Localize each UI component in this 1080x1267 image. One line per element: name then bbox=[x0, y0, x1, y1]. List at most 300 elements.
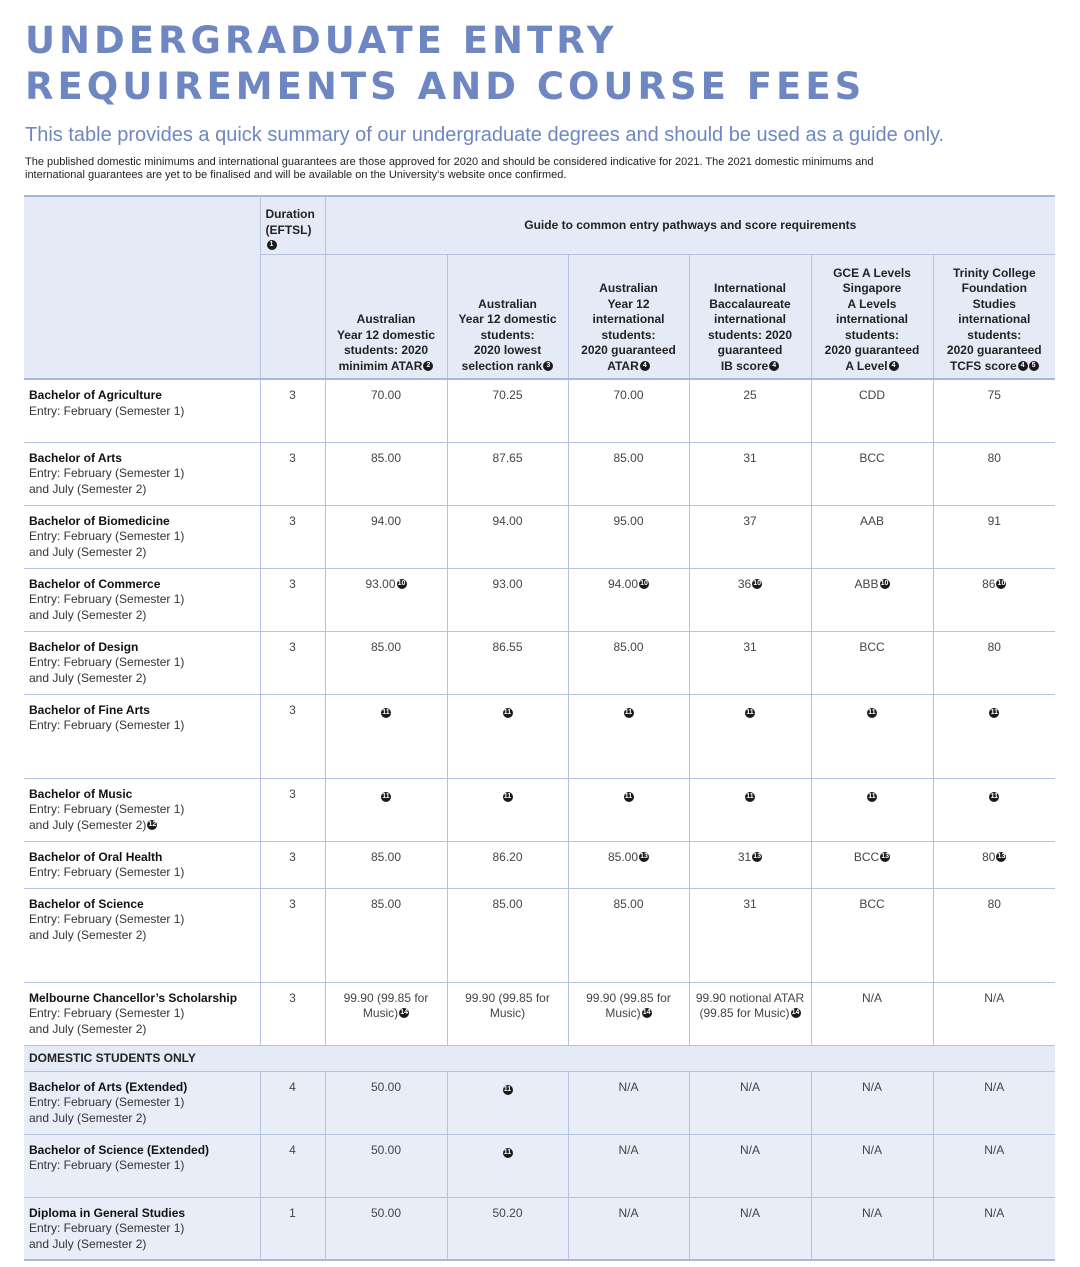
footnote-marker: 11 bbox=[868, 792, 876, 800]
score-value: N/A bbox=[739, 1079, 760, 1094]
footnote-marker: 11 bbox=[503, 792, 512, 800]
score-value: 70.00 bbox=[370, 388, 402, 402]
header-line: IB score bbox=[720, 358, 769, 373]
table-body bbox=[24, 379, 1055, 1260]
header-duration-blank bbox=[260, 254, 325, 379]
score-cell bbox=[689, 568, 811, 631]
disclaimer-note: The published domestic minimums and international guarantees are those approved for 2020 and should be considered indicative for 2021. The 2021 domestic minimums and international guarantees are yet to be finalised and will be available on the University's website once confirmed. bbox=[25, 156, 874, 181]
score-value: 94.00 bbox=[492, 513, 523, 528]
course-cell bbox=[24, 1197, 260, 1260]
score-value: N/A bbox=[861, 990, 882, 1005]
header-line: TCFS score bbox=[949, 358, 1017, 373]
footnote-marker: 4 bbox=[640, 361, 650, 371]
score-value: BCC bbox=[859, 450, 885, 465]
duration-cell: 3 bbox=[260, 442, 325, 505]
score-cell bbox=[568, 631, 689, 694]
score-value: 91 bbox=[987, 513, 1001, 528]
duration-cell: 3 bbox=[260, 505, 325, 568]
header-line: A Level bbox=[845, 358, 888, 373]
score-cell bbox=[689, 1134, 811, 1197]
score-value: ABB bbox=[854, 576, 879, 591]
footnote-marker: 3 bbox=[543, 361, 553, 371]
score-value: 85.00 bbox=[370, 639, 402, 654]
page-subtitle: This table provides a quick summary of our undergraduate degrees and should be used as a guide only. bbox=[25, 124, 945, 146]
footnote-marker: 11 bbox=[990, 792, 998, 800]
header-line: international bbox=[713, 312, 786, 326]
score-value: 31 bbox=[743, 450, 757, 465]
footnote-marker: 11 bbox=[382, 708, 390, 716]
duration-cell: 1 bbox=[260, 1197, 325, 1260]
score-cell bbox=[325, 982, 447, 1045]
header-line: Singapore bbox=[842, 281, 902, 295]
score-value: 36 bbox=[737, 576, 752, 591]
score-cell bbox=[325, 694, 447, 778]
score-cell bbox=[447, 1197, 568, 1260]
score-line: 99.90 (99.85 for bbox=[343, 990, 429, 1005]
header-line: international bbox=[835, 312, 908, 326]
course-name: Bachelor of Biomedicine bbox=[29, 513, 170, 528]
header-line: Year 12 bbox=[607, 296, 650, 311]
domestic-header-label: DOMESTIC STUDENTS ONLY bbox=[24, 1045, 1055, 1071]
score-value: BCC bbox=[859, 639, 885, 654]
score-value: 94.00 bbox=[370, 513, 402, 528]
score-line: Music) bbox=[489, 1006, 526, 1020]
duration-cell: 4 bbox=[260, 1071, 325, 1134]
course-entry: Entry: February (Semester 1) bbox=[29, 1095, 185, 1109]
header-line: Australian bbox=[356, 312, 416, 326]
score-cell bbox=[447, 379, 568, 442]
footnote-marker: 13 bbox=[881, 852, 890, 860]
score-value: 80 bbox=[987, 450, 1001, 465]
score-value: N/A bbox=[618, 1079, 639, 1094]
title-line-2: REQUIREMENTS AND COURSE FEES bbox=[25, 65, 866, 108]
course-cell bbox=[24, 1134, 260, 1197]
score-value: 85.00 bbox=[370, 450, 402, 465]
score-cell bbox=[568, 1071, 689, 1134]
course-cell bbox=[24, 982, 260, 1045]
footnote-marker: 14 bbox=[642, 1009, 651, 1016]
course-entry: Entry: February (Semester 1) bbox=[29, 865, 185, 879]
score-value: 80 bbox=[987, 896, 1001, 911]
score-value: N/A bbox=[618, 1205, 639, 1220]
score-cell bbox=[933, 379, 1055, 442]
duration-cell: 4 bbox=[260, 1134, 325, 1197]
course-entry: Entry: February (Semester 1) bbox=[29, 1006, 185, 1020]
score-value: N/A bbox=[861, 1079, 882, 1094]
header-line: Year 12 domestic bbox=[336, 327, 436, 342]
score-cell bbox=[447, 694, 568, 778]
score-value: 85.00 bbox=[492, 896, 523, 911]
header-line: students: 2020 bbox=[343, 343, 429, 357]
score-value: 93.00 bbox=[365, 576, 396, 591]
footnote-marker: 1 bbox=[267, 240, 277, 250]
course-name: Melbourne Chancellor’s Scholarship bbox=[29, 990, 238, 1005]
score-value: 50.00 bbox=[370, 1205, 402, 1220]
footnote-marker: 11 bbox=[990, 708, 998, 716]
table-row bbox=[24, 568, 1055, 631]
score-value: 95.00 bbox=[613, 513, 644, 528]
header-guide: Guide to common entry pathways and score requirements bbox=[325, 196, 1055, 254]
score-cell bbox=[811, 841, 933, 888]
header-line: selection rank bbox=[461, 358, 543, 373]
course-entry: Entry: February (Semester 1) bbox=[29, 466, 185, 480]
table-header bbox=[24, 196, 1055, 379]
score-cell bbox=[933, 631, 1055, 694]
score-value: 50.00 bbox=[370, 1142, 402, 1157]
title-line-1: UNDERGRADUATE ENTRY bbox=[25, 19, 618, 62]
score-cell bbox=[325, 888, 447, 982]
course-cell bbox=[24, 694, 260, 778]
score-cell bbox=[811, 568, 933, 631]
course-entry: and July (Semester 2) bbox=[29, 1021, 147, 1036]
footnote-marker: 11 bbox=[746, 792, 754, 800]
score-value: 70.00 bbox=[613, 388, 644, 402]
header-line: Australian bbox=[599, 281, 658, 295]
score-cell bbox=[325, 1071, 447, 1134]
score-value: 50.00 bbox=[370, 1079, 402, 1094]
course-name: Bachelor of Music bbox=[29, 786, 133, 801]
table-row bbox=[24, 505, 1055, 568]
course-entry: and July (Semester 2) bbox=[29, 1236, 147, 1251]
score-cell bbox=[325, 631, 447, 694]
header-line: students: bbox=[967, 327, 1022, 342]
score-cell bbox=[811, 982, 933, 1045]
score-value: N/A bbox=[739, 1142, 760, 1157]
score-cell bbox=[447, 1071, 568, 1134]
score-cell bbox=[811, 442, 933, 505]
footnote-marker: 2 bbox=[423, 361, 433, 371]
score-cell bbox=[568, 1197, 689, 1260]
footnote-marker: 5 bbox=[1029, 361, 1039, 371]
score-value: 86 bbox=[982, 576, 996, 591]
table-row bbox=[24, 778, 1055, 841]
score-cell bbox=[568, 505, 689, 568]
header-line: Studies bbox=[972, 296, 1016, 311]
duration-cell: 3 bbox=[260, 631, 325, 694]
header-line: Trinity College bbox=[952, 265, 1036, 280]
score-value: N/A bbox=[739, 1205, 760, 1220]
score-value: N/A bbox=[984, 1079, 1005, 1094]
score-cell bbox=[933, 982, 1055, 1045]
score-cell bbox=[689, 1197, 811, 1260]
header-column-2 bbox=[447, 254, 568, 379]
score-value: 31 bbox=[737, 849, 752, 864]
footnote-marker: 4 bbox=[1018, 361, 1028, 371]
course-entry: and July (Semester 2) bbox=[29, 481, 147, 496]
score-cell bbox=[933, 568, 1055, 631]
header-line: guaranteed bbox=[717, 343, 783, 357]
score-cell bbox=[447, 841, 568, 888]
footnote-marker: 4 bbox=[889, 361, 899, 371]
table-row bbox=[24, 631, 1055, 694]
footnote-marker: 11 bbox=[868, 708, 876, 716]
score-value: N/A bbox=[984, 1142, 1005, 1157]
footnote-marker: 4 bbox=[769, 361, 779, 371]
header-line: international bbox=[592, 312, 665, 326]
footnote-marker: 10 bbox=[753, 579, 762, 587]
score-cell bbox=[933, 1197, 1055, 1260]
header-line: Baccalaureate bbox=[709, 296, 791, 311]
score-value: 94.00 bbox=[607, 576, 639, 591]
header-course-cell bbox=[24, 196, 260, 379]
score-cell bbox=[689, 631, 811, 694]
score-cell bbox=[325, 379, 447, 442]
score-cell bbox=[811, 888, 933, 982]
duration-cell: 3 bbox=[260, 888, 325, 982]
score-cell bbox=[325, 841, 447, 888]
score-value: BCC bbox=[853, 849, 880, 864]
score-line: (99.85 for Music) bbox=[699, 1006, 790, 1020]
course-entry: Entry: February (Semester 1) bbox=[29, 1221, 185, 1235]
footnote-marker: 10 bbox=[880, 579, 889, 587]
footnote-marker: 14 bbox=[791, 1009, 800, 1016]
score-cell bbox=[325, 442, 447, 505]
score-cell bbox=[933, 888, 1055, 982]
course-entry: and July (Semester 2) bbox=[29, 1110, 147, 1125]
footnote-marker: 11 bbox=[382, 792, 390, 800]
score-line: 99.90 (99.85 for bbox=[586, 990, 671, 1005]
course-cell bbox=[24, 841, 260, 888]
table-row bbox=[24, 888, 1055, 982]
score-cell bbox=[568, 888, 689, 982]
course-cell bbox=[24, 631, 260, 694]
course-entry: Entry: February (Semester 1) bbox=[29, 1158, 185, 1172]
score-value: N/A bbox=[861, 1205, 882, 1220]
score-value: 86.55 bbox=[492, 639, 523, 654]
course-entry: and July (Semester 2) bbox=[29, 607, 147, 622]
entry-requirements-table bbox=[24, 195, 1055, 1261]
course-name: Bachelor of Design bbox=[29, 639, 139, 654]
score-value: CDD bbox=[859, 388, 885, 402]
footnote-marker: 10 bbox=[997, 579, 1006, 587]
table-row bbox=[24, 1134, 1055, 1197]
score-value: 85.00 bbox=[613, 450, 644, 465]
header-line: Year 12 domestic bbox=[458, 312, 557, 326]
header-column-3 bbox=[568, 254, 689, 379]
course-entry: Entry: February (Semester 1) bbox=[29, 592, 185, 606]
score-value: 85.00 bbox=[613, 896, 644, 911]
footnote-marker: 13 bbox=[640, 852, 648, 860]
course-cell bbox=[24, 778, 260, 841]
duration-label-line-1: Duration bbox=[265, 207, 315, 221]
footnote-marker: 11 bbox=[503, 1085, 512, 1093]
header-line: Australian bbox=[478, 296, 537, 311]
score-value: N/A bbox=[984, 1205, 1005, 1220]
footnote-marker: 11 bbox=[503, 1148, 512, 1156]
score-value: 70.25 bbox=[492, 388, 523, 402]
footnote-marker: 11 bbox=[503, 708, 512, 716]
table-row bbox=[24, 1197, 1055, 1260]
course-entry: and July (Semester 2) bbox=[29, 817, 147, 832]
score-cell bbox=[811, 694, 933, 778]
table-row bbox=[24, 379, 1055, 442]
score-cell bbox=[689, 505, 811, 568]
score-value: BCC bbox=[859, 896, 885, 911]
score-cell bbox=[447, 505, 568, 568]
score-value: 86.20 bbox=[492, 849, 523, 864]
footnote-marker: 10 bbox=[397, 579, 406, 587]
course-entry: Entry: February (Semester 1) bbox=[29, 718, 185, 732]
course-cell bbox=[24, 505, 260, 568]
table-row bbox=[24, 982, 1055, 1045]
header-line: Foundation bbox=[961, 281, 1027, 295]
score-cell bbox=[568, 841, 689, 888]
score-cell bbox=[933, 1071, 1055, 1134]
course-entry: and July (Semester 2) bbox=[29, 544, 147, 559]
score-value: N/A bbox=[618, 1142, 639, 1157]
score-cell bbox=[568, 694, 689, 778]
page-title bbox=[25, 18, 865, 110]
score-cell bbox=[811, 379, 933, 442]
course-entry: and July (Semester 2) bbox=[29, 927, 147, 942]
header-column-5 bbox=[811, 254, 933, 379]
score-cell bbox=[689, 694, 811, 778]
score-value: 93.00 bbox=[492, 576, 523, 591]
header-line: 2020 guaranteed bbox=[581, 343, 676, 357]
footnote-marker: 10 bbox=[640, 579, 648, 587]
score-cell bbox=[689, 888, 811, 982]
score-cell bbox=[447, 1134, 568, 1197]
score-value: 31 bbox=[743, 896, 757, 911]
course-entry: Entry: February (Semester 1) bbox=[29, 529, 185, 543]
score-value: 80 bbox=[982, 849, 996, 864]
score-cell bbox=[447, 568, 568, 631]
course-name: Bachelor of Arts (Extended) bbox=[29, 1079, 188, 1094]
score-cell bbox=[447, 982, 568, 1045]
score-cell bbox=[325, 1134, 447, 1197]
score-value: 25 bbox=[743, 388, 757, 402]
course-cell bbox=[24, 888, 260, 982]
course-cell bbox=[24, 568, 260, 631]
course-name: Bachelor of Commerce bbox=[29, 576, 161, 591]
course-entry: Entry: February (Semester 1) bbox=[29, 403, 185, 418]
score-cell bbox=[811, 778, 933, 841]
footnote-marker: 12 bbox=[148, 820, 157, 828]
course-name: Bachelor of Arts bbox=[29, 450, 122, 465]
score-cell bbox=[568, 568, 689, 631]
score-cell bbox=[447, 888, 568, 982]
score-line: Music) bbox=[362, 1006, 399, 1020]
score-cell bbox=[811, 1197, 933, 1260]
footnote-marker: 11 bbox=[624, 708, 633, 716]
score-value: 85.00 bbox=[370, 896, 402, 911]
course-entry: Entry: February (Semester 1) bbox=[29, 912, 185, 926]
score-cell bbox=[568, 778, 689, 841]
header-line: A Levels bbox=[847, 296, 897, 311]
course-entry: and July (Semester 2) bbox=[29, 670, 147, 685]
duration-cell: 3 bbox=[260, 694, 325, 778]
score-value: N/A bbox=[984, 990, 1005, 1005]
score-cell bbox=[811, 1071, 933, 1134]
course-name: Bachelor of Fine Arts bbox=[29, 702, 150, 717]
course-name: Bachelor of Science bbox=[29, 896, 144, 911]
score-value: 75 bbox=[987, 388, 1001, 402]
course-cell bbox=[24, 442, 260, 505]
score-cell bbox=[933, 778, 1055, 841]
header-line: International bbox=[713, 281, 786, 295]
score-cell bbox=[933, 505, 1055, 568]
duration-label-line-2: (EFTSL) bbox=[265, 222, 312, 237]
course-name: Bachelor of Science (Extended) bbox=[29, 1142, 210, 1157]
table-row bbox=[24, 1071, 1055, 1134]
course-name: Bachelor of Agriculture bbox=[29, 388, 162, 402]
score-cell bbox=[325, 568, 447, 631]
header-line: 2020 lowest bbox=[473, 343, 542, 357]
score-cell bbox=[689, 841, 811, 888]
course-cell bbox=[24, 1071, 260, 1134]
score-cell bbox=[689, 1071, 811, 1134]
duration-cell: 3 bbox=[260, 379, 325, 442]
header-line: international bbox=[958, 312, 1031, 326]
score-cell bbox=[568, 442, 689, 505]
score-cell bbox=[811, 631, 933, 694]
score-value: AAB bbox=[859, 513, 884, 528]
header-line: students: bbox=[480, 327, 535, 342]
score-cell bbox=[811, 1134, 933, 1197]
score-cell bbox=[568, 379, 689, 442]
table-row bbox=[24, 841, 1055, 888]
score-cell bbox=[325, 778, 447, 841]
score-cell bbox=[933, 442, 1055, 505]
domestic-section-header bbox=[24, 1045, 1055, 1071]
header-column-4 bbox=[689, 254, 811, 379]
course-name: Diploma in General Studies bbox=[29, 1205, 186, 1220]
score-cell bbox=[568, 982, 689, 1045]
score-value: 85.00 bbox=[613, 639, 644, 654]
score-value: 50.20 bbox=[492, 1205, 523, 1220]
course-cell bbox=[24, 379, 260, 442]
score-cell bbox=[689, 379, 811, 442]
score-line: 99.90 (99.85 for bbox=[465, 990, 550, 1005]
course-entry: Entry: February (Semester 1) bbox=[29, 655, 185, 669]
score-cell bbox=[933, 1134, 1055, 1197]
score-value: 80 bbox=[987, 639, 1001, 654]
score-value: 37 bbox=[743, 513, 757, 528]
header-line: students: bbox=[845, 327, 899, 342]
table-row bbox=[24, 694, 1055, 778]
score-cell bbox=[568, 1134, 689, 1197]
score-cell bbox=[933, 841, 1055, 888]
duration-cell: 3 bbox=[260, 982, 325, 1045]
course-entry: Entry: February (Semester 1) bbox=[29, 802, 185, 816]
score-value: 85.00 bbox=[607, 849, 639, 864]
score-line: 99.90 notional ATAR bbox=[695, 990, 805, 1005]
score-value: 87.65 bbox=[492, 450, 523, 465]
header-line: GCE A Levels bbox=[833, 265, 911, 280]
score-cell bbox=[689, 982, 811, 1045]
table-row bbox=[24, 442, 1055, 505]
header-line: minimim ATAR bbox=[338, 358, 423, 373]
header-line: students: bbox=[601, 327, 656, 342]
score-cell bbox=[689, 442, 811, 505]
score-cell bbox=[811, 505, 933, 568]
duration-cell: 3 bbox=[260, 778, 325, 841]
footnote-marker: 14 bbox=[400, 1009, 409, 1016]
header-column-1 bbox=[325, 254, 447, 379]
footnote-marker: 11 bbox=[624, 792, 633, 800]
duration-cell: 3 bbox=[260, 568, 325, 631]
header-line: ATAR bbox=[607, 358, 639, 373]
course-name: Bachelor of Oral Health bbox=[29, 849, 163, 864]
header-line: 2020 guaranteed bbox=[824, 343, 920, 357]
score-cell bbox=[447, 442, 568, 505]
score-line: Music) bbox=[605, 1006, 641, 1020]
score-value: 31 bbox=[743, 639, 757, 654]
score-cell bbox=[689, 778, 811, 841]
score-value: 85.00 bbox=[370, 849, 402, 864]
header-duration bbox=[260, 196, 325, 254]
footnote-marker: 13 bbox=[753, 852, 762, 860]
